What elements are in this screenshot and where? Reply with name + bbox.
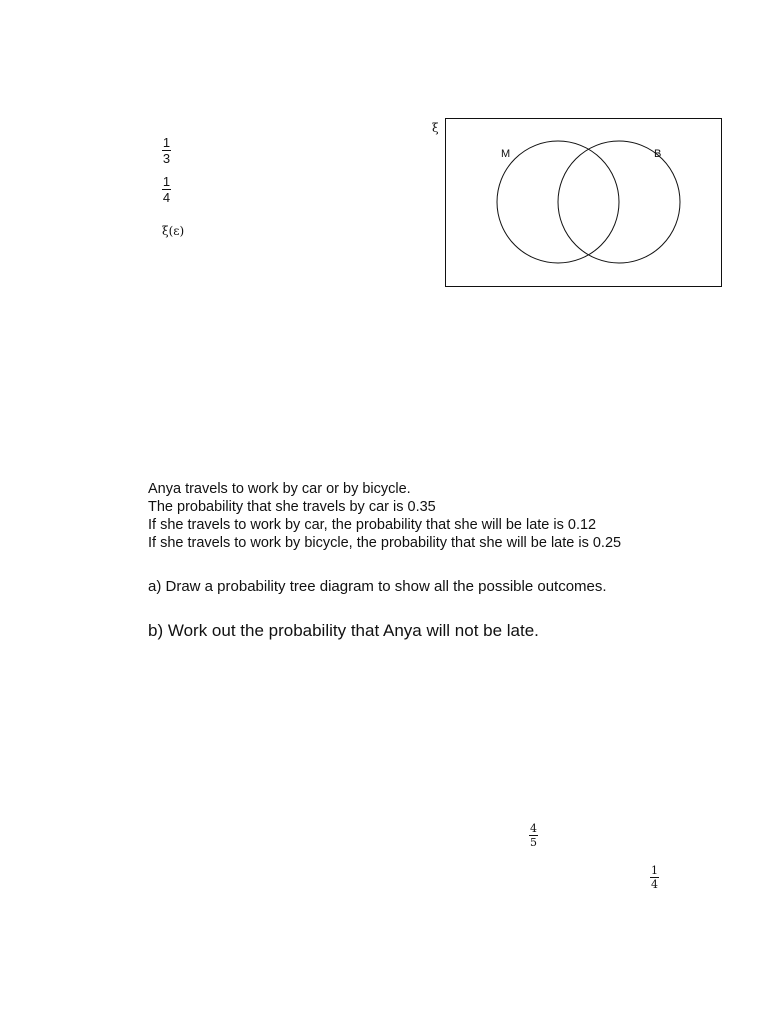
fraction-denominator: 3 (162, 151, 171, 166)
fraction-numerator: 1 (162, 135, 171, 150)
fraction-one-quarter-bottom (650, 865, 659, 890)
fraction-denominator: 4 (651, 878, 658, 891)
universal-set-notation: ξ(ε) (162, 224, 185, 238)
fraction-denominator: 5 (530, 836, 537, 849)
venn-label-m: M (501, 148, 511, 160)
venn-diagram (445, 118, 723, 288)
question-line: If she travels to work by car, the probability that she will be late is 0.12 (148, 517, 597, 533)
venn-label-b: B (654, 148, 662, 160)
question-part-a: a) Draw a probability tree diagram to show all the possible outcomes. (148, 578, 607, 595)
fraction-one-quarter (162, 175, 171, 204)
fraction-one-third (162, 136, 171, 165)
question-line: Anya travels to work by car or by bicycle. (148, 481, 411, 497)
fraction-denominator: 4 (162, 190, 171, 205)
fraction-numerator: 1 (162, 174, 171, 189)
question-line: The probability that she travels by car is 0.35 (148, 499, 436, 515)
venn-universal-symbol: ξ (432, 121, 439, 135)
fraction-numerator: 1 (651, 864, 658, 877)
question-part-b: b) Work out the probability that Anya will not be late. (148, 621, 539, 640)
fraction-numerator: 4 (530, 822, 537, 835)
question-text (148, 480, 621, 552)
question-line: If she travels to work by bicycle, the probability that she will be late is 0.25 (148, 535, 622, 551)
fraction-four-fifths (529, 823, 538, 848)
